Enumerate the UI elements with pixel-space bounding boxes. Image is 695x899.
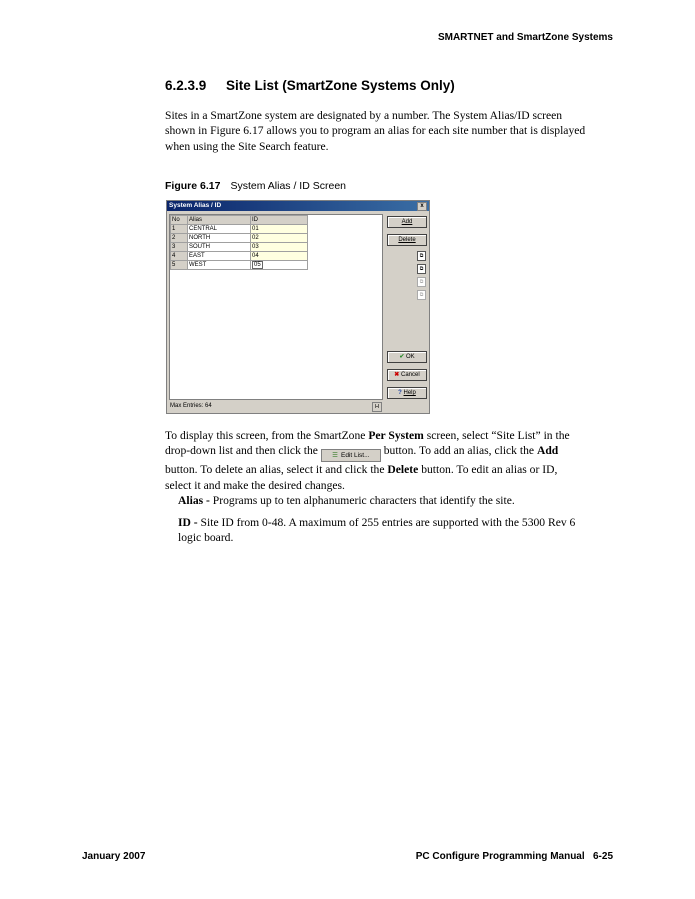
ok-button[interactable] xyxy=(387,351,427,363)
column-header-no[interactable]: No xyxy=(171,216,188,225)
intro-line: shown in Figure 6.17 allows you to program an alias for each site number that is displayed xyxy=(165,124,586,138)
text-run: button. To delete an alias, select it and click the xyxy=(165,463,388,477)
help-button[interactable] xyxy=(387,387,427,399)
row-number: 1 xyxy=(171,225,188,234)
intro-line: Sites in a SmartZone system are designated by a number. The System Alias/ID screen xyxy=(165,109,563,122)
instructions-line: select it and make the desired changes. xyxy=(165,478,345,492)
bold-term: Delete xyxy=(387,463,419,477)
definition-term: Alias - xyxy=(178,494,210,507)
definition-term: ID - xyxy=(178,516,198,529)
copy-icon[interactable]: ⧉ xyxy=(417,251,426,261)
text-run: drop-down list and then click the xyxy=(165,444,321,458)
delete-button-label: Delete xyxy=(398,237,416,243)
definition-text: Programs up to ten alphanumeric characters that identify the site. xyxy=(209,494,515,507)
edit-list-button[interactable] xyxy=(321,449,381,462)
table-row[interactable] xyxy=(171,225,308,234)
id-edit-value[interactable]: 05 xyxy=(254,262,261,268)
text-run: button. To edit an alias or ID, xyxy=(418,463,558,477)
alias-cell[interactable]: NORTH xyxy=(188,234,251,243)
dialog-title: System Alias / ID xyxy=(169,202,222,209)
delete-button[interactable] xyxy=(387,234,427,246)
paste-icon[interactable]: ⧉ xyxy=(417,264,426,274)
figure-caption xyxy=(165,180,346,192)
section-title: Site List (SmartZone Systems Only) xyxy=(226,78,455,93)
max-entries-text: Max Entries: 64 xyxy=(170,403,212,409)
table-row[interactable] xyxy=(171,252,308,261)
move-down-icon[interactable]: ⧉ xyxy=(417,290,426,300)
instructions-line xyxy=(165,428,625,443)
question-icon: ? xyxy=(398,390,402,396)
text-run: screen, select “Site List” in the xyxy=(423,429,570,442)
footer-manual-title: PC Configure Programming Manual xyxy=(415,851,585,862)
definition-text: Site ID from 0-48. A maximum of 255 entries are supported with the 5300 Rev 6 xyxy=(197,516,576,529)
footer-right xyxy=(416,851,613,862)
h-indicator: H xyxy=(372,402,382,412)
bold-term: Add xyxy=(536,444,559,458)
column-header-alias[interactable]: Alias xyxy=(188,216,251,225)
id-cell[interactable]: 01 xyxy=(251,225,308,234)
table-row[interactable] xyxy=(171,234,308,243)
alias-definition xyxy=(178,493,618,508)
alias-cell[interactable]: EAST xyxy=(188,252,251,261)
dialog-titlebar xyxy=(167,201,429,211)
ok-button-label: OK xyxy=(406,354,415,360)
id-cell[interactable]: 04 xyxy=(251,252,308,261)
row-number: 4 xyxy=(171,252,188,261)
table-row[interactable] xyxy=(171,243,308,252)
section-heading xyxy=(165,78,455,93)
status-bar xyxy=(169,401,382,411)
alias-grid[interactable] xyxy=(169,214,383,400)
help-button-label: Help xyxy=(403,390,416,396)
id-cell-editing[interactable] xyxy=(251,261,308,270)
table-header-row xyxy=(171,216,308,225)
id-cell[interactable]: 02 xyxy=(251,234,308,243)
alias-cell[interactable]: CENTRAL xyxy=(188,225,251,234)
text-run: button. To add an alias, click the xyxy=(380,444,537,458)
alias-cell[interactable]: SOUTH xyxy=(188,243,251,252)
checkmark-icon: ✔ xyxy=(399,354,405,360)
table-row[interactable] xyxy=(171,261,308,270)
text-run: To display this screen, from the SmartZone xyxy=(165,429,369,442)
list-icon: ☰ xyxy=(332,452,338,460)
instructions-paragraph xyxy=(165,428,625,493)
close-button[interactable]: x xyxy=(417,202,427,211)
section-number: 6.2.3.9 xyxy=(165,78,207,93)
alias-cell[interactable]: WEST xyxy=(188,261,251,270)
intro-paragraph xyxy=(165,108,625,154)
column-header-id[interactable]: ID xyxy=(251,216,308,225)
running-header: SMARTNET and SmartZone Systems xyxy=(437,32,613,43)
intro-line: when using the Site Search feature. xyxy=(165,139,329,153)
definition-line: logic board. xyxy=(178,531,234,545)
add-button-label: Add xyxy=(401,219,413,225)
instructions-line xyxy=(165,462,625,477)
bold-term: Per System xyxy=(368,429,424,442)
cancel-button[interactable] xyxy=(387,369,427,381)
system-alias-dialog xyxy=(166,200,430,414)
id-definition xyxy=(178,515,618,546)
row-number: 3 xyxy=(171,243,188,252)
page-number: 6-25 xyxy=(592,851,613,862)
id-cell[interactable]: 03 xyxy=(251,243,308,252)
alias-table xyxy=(170,215,308,270)
definition-line xyxy=(178,515,618,530)
instructions-line xyxy=(165,443,625,462)
footer-date: January 2007 xyxy=(82,851,146,862)
figure-label: Figure 6.17 xyxy=(165,180,221,192)
cancel-button-label: Cancel xyxy=(401,372,420,378)
figure-title: System Alias / ID Screen xyxy=(230,180,346,192)
add-button[interactable] xyxy=(387,216,427,228)
row-number: 2 xyxy=(171,234,188,243)
row-number: 5 xyxy=(171,261,188,270)
x-icon: ✖ xyxy=(394,372,400,378)
move-up-icon[interactable]: ⧉ xyxy=(417,277,426,287)
edit-list-label: Edit List... xyxy=(340,452,370,460)
